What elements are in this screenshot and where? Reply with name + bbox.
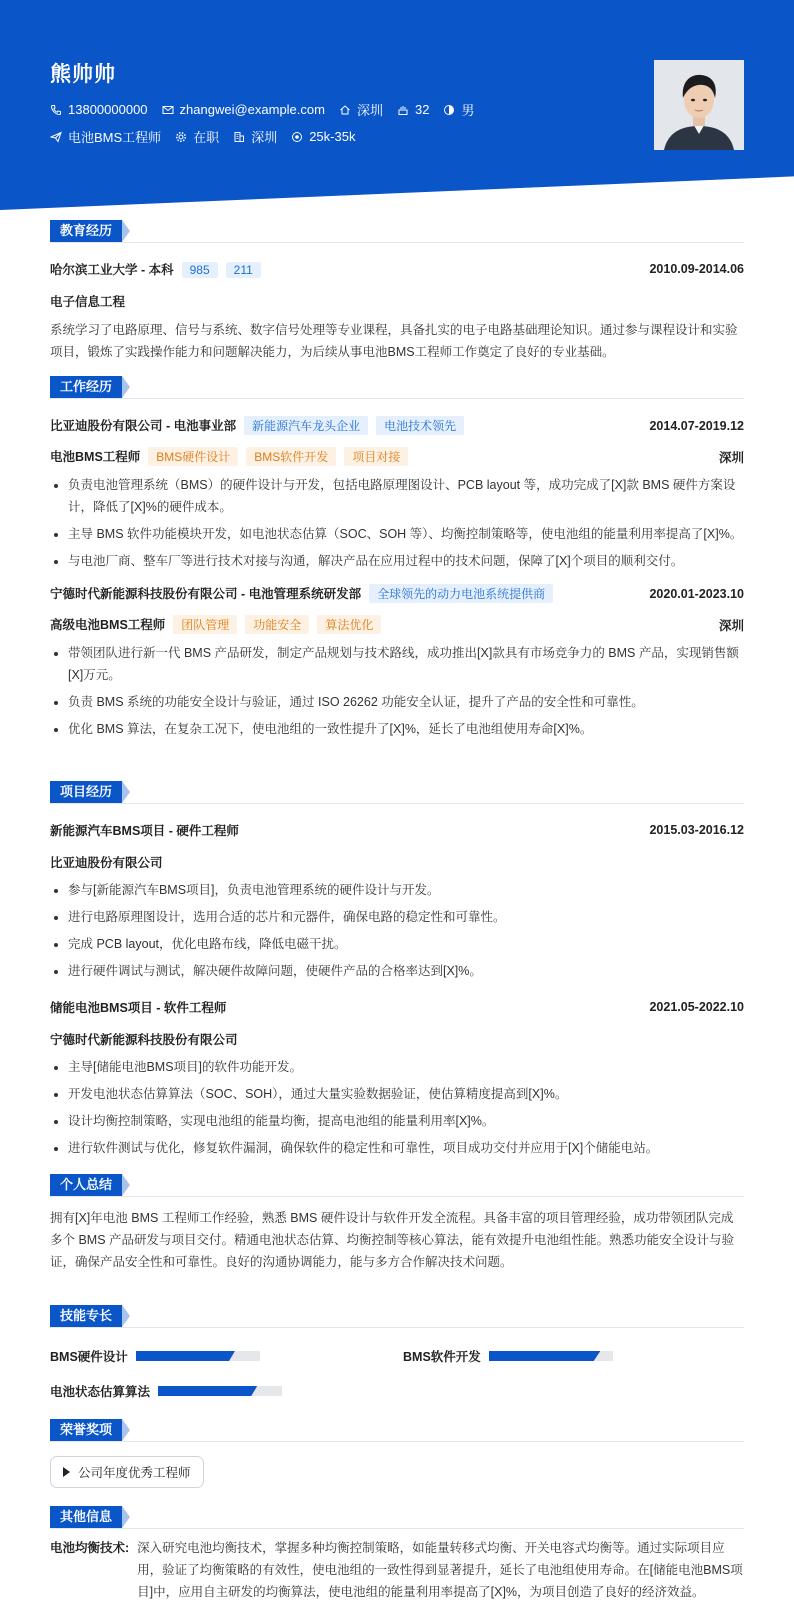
school-tag: 985 [182,262,218,278]
school-name: 哈尔滨工业大学 - 本科 [50,263,174,277]
company-tag: 全球领先的动力电池系统提供商 [369,584,553,603]
job-period: 2020.01-2023.10 [649,586,744,601]
status-text: 在职 [193,130,220,145]
role-line [50,615,381,634]
role-tag: 功能安全 [245,615,309,634]
project-header-row [50,998,744,1016]
job-location: 深圳 [718,450,744,465]
other-section [50,1506,744,1603]
job-bullets [50,642,744,740]
work-title-bar [50,376,744,399]
skills-title: 技能专长 [50,1305,122,1327]
list-item: • 进行软件测试与优化，修复软件漏洞，确保软件的稳定性和可靠性，项目成功交付并应用于[X]个储能电站。 [68,1137,744,1159]
work-section [50,376,744,745]
job-bullets [50,474,744,572]
project-period: 2015.03-2016.12 [649,823,744,837]
school-line [50,260,261,278]
role-tag: BMS硬件设计 [148,447,238,466]
education-title: 教育经历 [50,220,122,242]
list-item: • 与电池厂商、整车厂等进行技术对接与沟通，解决产品在应用过程中的技术问题，保障了[X]个项目的顺利交付。 [68,550,744,572]
list-item: • 进行电路原理图设计，选用合适的芯片和元器件，确保电路的稳定性和可靠性。 [68,906,744,928]
skill-bar-fill [158,1386,257,1396]
gear-icon [175,131,187,143]
role-row [50,615,744,634]
phone-text: 13800000000 [68,102,148,117]
job-header-row [50,584,744,603]
other-label: 电池均衡技术: [50,1541,130,1555]
company-name: 宁德时代新能源科技股份有限公司 - 电池管理系统研发部 [50,587,362,601]
phone-item [50,102,148,117]
work-city-item [233,127,277,146]
education-header-row [50,260,744,278]
project-period: 2021.05-2022.10 [649,1000,744,1014]
list-item: • 进行硬件调试与测试，解决硬件故障问题，使硬件产品的合格率达到[X]%。 [68,960,744,982]
role-line [50,447,408,466]
skill-name: BMS软件开发 [403,1350,481,1364]
skill-item [403,1347,613,1365]
project-company: 宁德时代新能源科技股份有限公司 [50,1033,238,1047]
list-item: • 参与[新能源汽车BMS项目]，负责电池管理系统的硬件设计与开发。 [68,879,744,901]
skills-section [50,1305,744,1328]
salary-text: 25k-35k [309,129,356,144]
project-name: 储能电池BMS项目 - 软件工程师 [50,1001,227,1015]
send-icon [50,131,62,143]
other-title: 其他信息 [50,1506,122,1528]
role-tag: 项目对接 [344,447,408,466]
skill-item [50,1347,260,1365]
job-location: 深圳 [718,618,744,633]
skill-bar-fill [136,1351,235,1361]
gender-item [443,100,474,119]
city-item [339,100,383,119]
project-bullets [50,879,744,982]
role-tag: 算法优化 [317,615,381,634]
list-item: • 带领团队进行新一代 BMS 产品研发，制定产品规划与技术路线，成功推出[X]款具有市场竞争力的 BMS 产品，实现销售额[X]万元。 [68,642,744,686]
company-tag: 新能源汽车龙头企业 [244,416,368,435]
skill-bar [489,1351,613,1361]
salary-item [291,129,355,144]
profile-photo [654,60,744,150]
summary-section [50,1174,744,1273]
list-item: • 设计均衡控制策略，实现电池组的能量均衡，提高电池组的能量利用率[X]%。 [68,1110,744,1132]
education-desc: 系统学习了电路原理、信号与系统、数字信号处理等专业课程，具备扎实的电子电路基础理论知识。通过参与课程设计和实验项目，锻炼了实践操作能力和问题解决能力，为后续从事电池BMS工程师工作奠定了良好的专业基础。 [50,323,738,359]
project-name: 新能源汽车BMS项目 - 硬件工程师 [50,824,239,838]
company-tag: 电池技术领先 [376,416,464,435]
school-tag: 211 [226,262,261,278]
project-company: 比亚迪股份有限公司 [50,856,163,870]
skill-bar [158,1386,282,1396]
awards-title-bar [50,1419,744,1442]
major: 电子信息工程 [50,295,126,309]
status-item [175,127,219,146]
age-text: 32 [414,102,430,117]
list-item: • 优化 BMS 算法，在复杂工况下，使电池组的一致性提升了[X]%，延长了电池组使用寿命[X]%。 [68,718,744,740]
work-city-text: 深圳 [251,130,278,145]
role-row [50,447,744,466]
skills-title-bar [50,1305,744,1328]
company-name: 比亚迪股份有限公司 - 电池事业部 [50,419,237,433]
projects-section [50,781,744,1164]
avatar-icon [654,60,744,150]
awards-section [50,1419,744,1442]
contact-row [50,100,488,119]
projects-title: 项目经历 [50,781,122,803]
list-item: • 完成 PCB layout，优化电路布线，降低电磁干扰。 [68,933,744,955]
skill-item [50,1382,282,1400]
play-icon [63,1467,70,1477]
education-title-bar [50,220,744,243]
award-item [50,1456,204,1488]
city-text: 深圳 [356,103,383,118]
role-tag: BMS软件开发 [246,447,336,466]
role-tag: 团队管理 [173,615,237,634]
cake-icon [397,104,409,116]
skill-bar [136,1351,260,1361]
job-header-row [50,416,744,435]
list-item: • 负责 BMS 系统的功能安全设计与验证，通过 ISO 26262 功能安全认证，提升了产品的安全性和可靠性。 [68,691,744,713]
role-name: 高级电池BMS工程师 [50,618,166,632]
summary-title-bar [50,1174,744,1197]
other-row [50,1537,744,1603]
home-icon [339,104,351,116]
company-line [50,584,553,603]
job-period: 2014.07-2019.12 [649,418,744,433]
phone-icon [50,104,62,116]
list-item: • 负责电池管理系统（BMS）的硬件设计与开发，包括电路原理图设计、PCB layout 等，成功完成了[X]款 BMS 硬件方案设计，降低了[X]%的硬件成本。 [68,474,744,518]
email-item [162,102,325,117]
candidate-name: 熊帅帅 [50,63,116,86]
company-line [50,416,464,435]
gender-icon [443,104,455,116]
other-title-bar [50,1506,744,1529]
list-item: • 主导[储能电池BMS项目]的软件功能开发。 [68,1056,744,1078]
list-item: • 开发电池状态估算算法（SOC、SOH），通过大量实验数据验证，使估算精度提高到[X]%。 [68,1083,744,1105]
project-header-row [50,821,744,839]
email-text: zhangwei@example.com [179,102,325,117]
gender-text: 男 [461,103,475,118]
award-text: 公司年度优秀工程师 [78,1466,191,1480]
building-icon [233,131,245,143]
mail-icon [162,104,174,116]
projects-title-bar [50,781,744,804]
position-text: 电池BMS工程师 [68,130,162,145]
awards-title: 荣誉奖项 [50,1419,122,1441]
summary-text: 拥有[X]年电池 BMS 工程师工作经验，熟悉 BMS 硬件设计与软件开发全流程。具备丰富的项目管理经验，成功带领团队完成多个 BMS 产品研发与项目交付。精通电池状态估算、均衡控制等核心算法，能有效提升电池组性能。熟悉功能安全设计与验证，确保产品安全性和可靠性。良好的沟通协调能力，能与多方合作解决技术问题。 [50,1211,735,1269]
other-text: 深入研究电池均衡技术，掌握多种均衡控制策略，如能量转移式均衡、开关电容式均衡等。通过实际项目应用，验证了均衡策略的有效性，使电池组的一致性得到显著提升，延长了电池组使用寿命。在[储能电池BMS项目]中，应用自主研发的均衡算法，使电池组的能量利用率提高了[X]%，为项目创造了良好的经济效益。 [137,1541,743,1599]
role-name: 电池BMS工程师 [50,450,141,464]
education-period: 2010.09-2014.06 [649,262,744,276]
skill-name: 电池状态估算算法 [50,1385,151,1399]
list-item: • 主导 BMS 软件功能模块开发，如电池状态估算（SOC、SOH 等）、均衡控制策略等，使电池组的能量利用率提高了[X]%。 [68,523,744,545]
job-intent-row [50,127,369,146]
summary-title: 个人总结 [50,1174,122,1196]
education-section [50,220,744,363]
skill-bar-fill [489,1351,601,1361]
skill-name: BMS硬件设计 [50,1350,128,1364]
position-item [50,127,161,146]
coin-icon [291,131,303,143]
project-bullets [50,1056,744,1159]
age-item [397,102,429,117]
work-title: 工作经历 [50,376,122,398]
